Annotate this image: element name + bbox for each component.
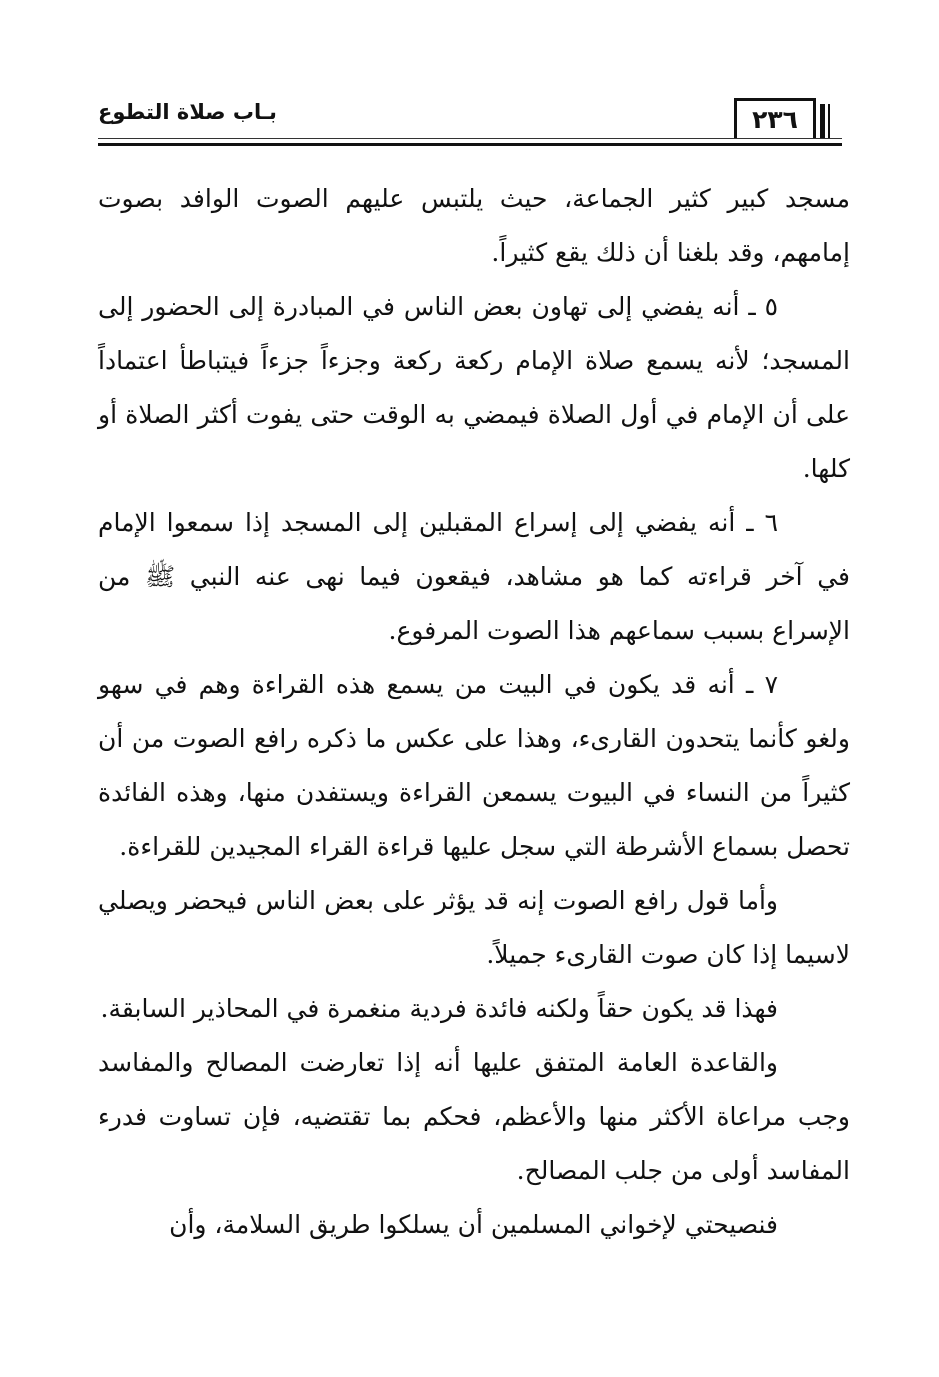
- header-rule-thick: [98, 143, 842, 146]
- running-title: بـاب صلاة التطوع: [98, 100, 277, 124]
- page-number-ornament: [820, 104, 830, 138]
- paragraph-2: ٥ ـ أنه يفضي إلى تهاون بعض الناس في المبادرة إلى الحضور إلى المسجد؛ لأنه يسمع صلاة الإمام ركعة ركعة وجزءاً جزءاً فيتباطأ اعتماداً على أن الإمام في أول الصلاة فيمضي به الوقت حتى يفوت أكثر الصلاة أو كلها.: [98, 292, 850, 483]
- paragraph-1: مسجد كبير كثير الجماعة، حيث يلتبس عليهم الصوت الوافد بصوت إمامهم، وقد بلغنا أن ذلك يقع كثيراً.: [98, 184, 850, 267]
- page-header: [98, 98, 842, 154]
- paragraph-5: وأما قول رافع الصوت إنه قد يؤثر على بعض الناس فيحضر ويصلي لاسيما إذا كان صوت القارىء جميلاً.: [98, 886, 850, 969]
- page-number: ٢٣٦: [734, 98, 816, 138]
- paragraph-8: فنصيحتي لإخواني المسلمين أن يسلكوا طريق السلامة، وأن: [169, 1210, 778, 1239]
- paragraph-6: فهذا قد يكون حقاً ولكنه فائدة فردية منغمرة في المحاذير السابقة.: [100, 994, 778, 1023]
- paragraph-7: والقاعدة العامة المتفق عليها أنه إذا تعارضت المصالح والمفاسد وجب مراعاة الأكثر منها والأعظم، فحكم بما تقتضيه، فإن تساوت فدرء المفاسد أولى من جلب المصالح.: [98, 1048, 850, 1185]
- header-rule-thin: [98, 138, 842, 139]
- paragraph-4: ٧ ـ أنه قد يكون في البيت من يسمع هذه القراءة وهم في سهو ولغو كأنما يتحدون القارىء، وهذا على عكس ما ذكره رافع الصوت من أن كثيراً من النساء في البيوت يسمعن القراءة ويستفدن منها، وهذه الفائدة تحصل بسماع الأشرطة التي سجل عليها قراءة القراء المجيدين للقراءة.: [98, 670, 850, 861]
- body-text: [98, 172, 850, 1252]
- paragraph-3: ٦ ـ أنه يفضي إلى إسراع المقبلين إلى المسجد إذا سمعوا الإمام في آخر قراءته كما هو مشاهد، فيقعون فيما نهى عنه النبي ﷺ من الإسراع بسبب سماعهم هذا الصوت المرفوع.: [98, 508, 850, 645]
